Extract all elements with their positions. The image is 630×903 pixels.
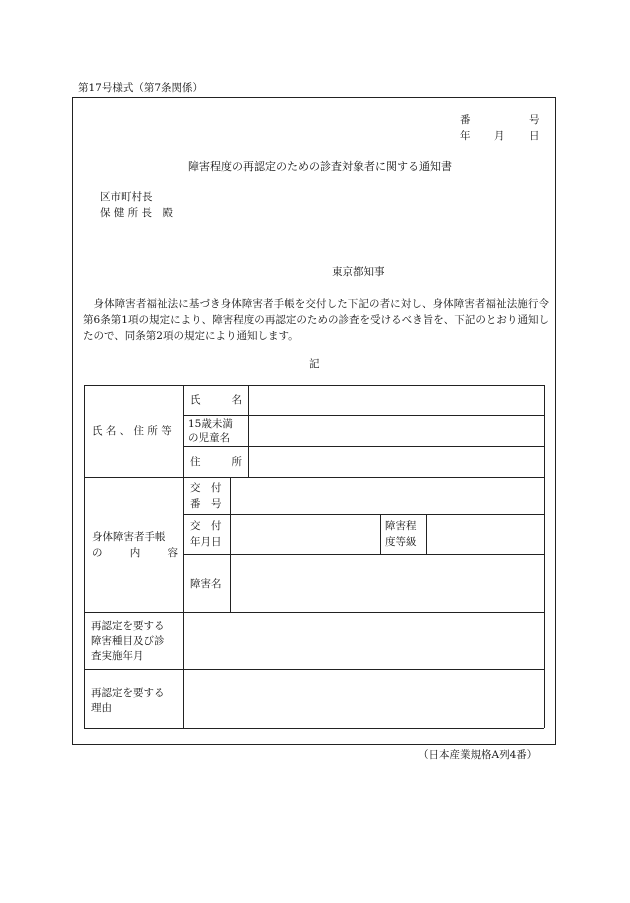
name-label-b: 名: [231, 394, 242, 406]
addressee-line1: 区市町村長: [100, 191, 153, 203]
section-name-address-label: 氏 名 、 住 所 等: [92, 425, 172, 437]
recert-reason-label-line1: 再認定を要する: [91, 687, 165, 699]
address-label: [190, 455, 242, 469]
section-handbook-label-line2: [92, 546, 178, 560]
paper-size-note: （日本産業規格A列4番）: [418, 749, 538, 761]
number-label-a: 番: [460, 114, 471, 126]
issue-number-label-line2: 番 号: [190, 498, 222, 510]
document-title: 障害程度の再認定のための診査対象者に関する通知書: [188, 160, 452, 173]
grade-label-line2: 度等級: [385, 536, 417, 548]
section-handbook-label-you: 容: [167, 547, 178, 559]
section-handbook-label-nai: 内: [129, 547, 141, 559]
date-year-label: 年: [460, 130, 471, 142]
child-name-label-line2: の児童名: [188, 432, 230, 444]
issue-number-label-line1: 交 付: [190, 482, 222, 494]
addressee-line2: 保 健 所 長 殿: [100, 207, 174, 219]
recert-types-label-line3: 査実施年月: [91, 650, 144, 662]
name-label-a: 氏: [190, 394, 201, 406]
address-field[interactable]: [249, 447, 543, 477]
issue-date-label-line1: 交 付: [190, 520, 222, 532]
grade-label-line1: 障害程: [385, 520, 417, 532]
recert-types-label-line1: 再認定を要する: [91, 620, 165, 632]
date-day-label: 日: [529, 130, 540, 142]
disability-name-label: 障害名: [190, 578, 222, 590]
date-month-label: 月: [494, 130, 505, 142]
recert-types-label-line2: 障害種目及び診: [91, 635, 165, 647]
recert-reason-field[interactable]: [184, 670, 543, 728]
disability-name-field[interactable]: [231, 555, 543, 612]
issue-date-field[interactable]: [231, 515, 379, 554]
child-name-field[interactable]: [249, 416, 543, 446]
sender: 東京都知事: [332, 266, 385, 278]
section-handbook-label-line1: 身体障害者手帳: [92, 531, 166, 543]
name-label: [190, 393, 242, 407]
issue-number-field[interactable]: [231, 478, 543, 514]
section-handbook-label-o: の: [92, 547, 103, 559]
recert-reason-label-line2: 理由: [91, 702, 112, 714]
grade-field[interactable]: [427, 515, 543, 554]
body-paragraph: 身体障害者福祉法に基づき身体障害者手帳を交付した下記の者に対し、身体障害者福祉法施行令第6条第1項の規定により、障害程度の再認定のための診査を受けるべき旨を、下記のとおり通知したので、同条第2項の規定により通知します。: [83, 298, 549, 342]
address-label-a: 住: [190, 456, 201, 468]
child-name-label-line1: 15歳未満: [188, 418, 233, 430]
name-field[interactable]: [249, 386, 543, 415]
issue-date-label-line2: 年月日: [190, 536, 222, 548]
address-label-b: 所: [231, 456, 242, 468]
number-label-b: 号: [529, 114, 540, 126]
ki-label: 記: [309, 358, 320, 370]
recert-types-field[interactable]: [184, 613, 543, 669]
form-number: 第17号様式（第7条関係）: [78, 82, 204, 94]
